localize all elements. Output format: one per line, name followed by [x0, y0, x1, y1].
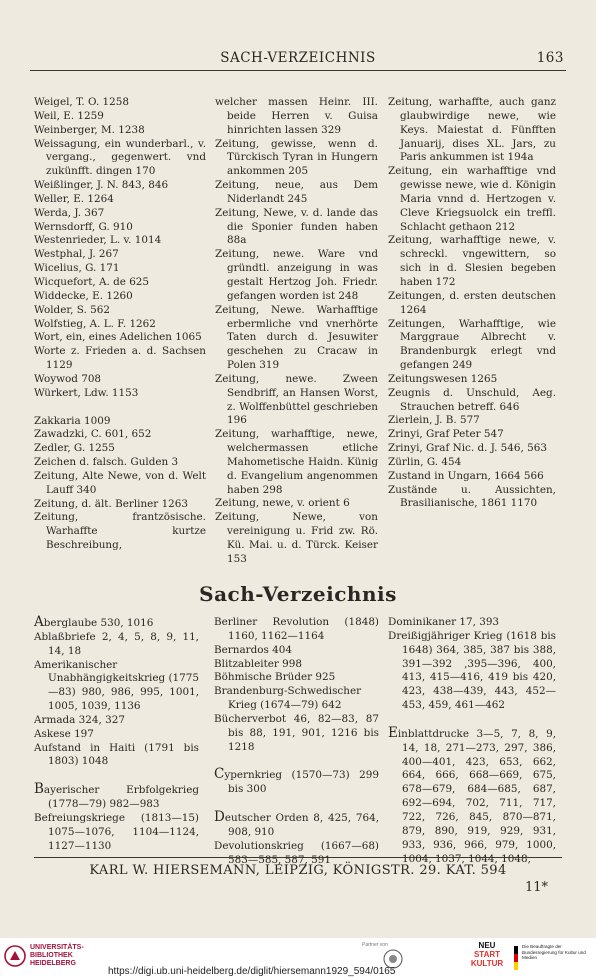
index-entry: Dominikaner 17, 393	[388, 616, 500, 628]
index-entry: Wicquefort, A. de 625	[34, 275, 150, 288]
index-entry: Westenrieder, L. v. 1014	[34, 234, 162, 247]
index-entry: Zeitung, newe, v. orient 6	[215, 497, 350, 510]
index-entry: Zustand in Ungarn, 1664 566	[388, 469, 544, 482]
index-entry: Zeitungswesen 1265	[388, 372, 498, 385]
index-entry: Zrinyi, Graf Peter 547	[388, 428, 504, 441]
index-entry: Zeitung, Newe, v. d. lande das die Sponier funden haben 88a	[215, 206, 378, 247]
index-entry: Zeitungen, d. ersten deutschen 1264	[388, 289, 556, 316]
index-entry: Zürlin, G. 454	[388, 455, 462, 468]
index-entry: Zeugnis d. Unschuld, Aeg. Strauchen betreff. 646	[388, 386, 556, 413]
section-heading: Sach-Verzeichnis	[199, 582, 397, 606]
index-entry: Zeitung, frantzösische. Warhaffte kurtze Beschreibung,	[34, 511, 206, 552]
university-seal-icon[interactable]	[4, 945, 26, 967]
index-entry: Würkert, Ldw. 1153	[34, 386, 139, 399]
index-entry: Zrinyi, Graf Nic. d. J. 546, 563	[388, 442, 547, 455]
index-entry: Wolder, S. 562	[34, 303, 110, 316]
footer-divider	[34, 857, 562, 858]
index-entry: Weinberger, M. 1238	[34, 123, 145, 136]
subject-column-1	[34, 616, 199, 854]
index-entry: Weil, E. 1259	[34, 109, 104, 122]
index-entry: Aberglaube 530, 1016	[34, 614, 154, 630]
index-entry: Zeitung, ein warhafftige vnd gewisse newe, wie d. Königin Maria vnnd d. Hertzogen v. Cleve Kriegsuolck ein treffl. Schlacht gethaon 212	[388, 165, 556, 233]
index-entry: Zeitung, Alte Newe, von d. Welt Lauff 340	[34, 469, 206, 496]
index-entry: Zeitung, warhafftige newe, v. schreckl. vngewittern, so sich in d. Slesien begeben haben 172	[388, 234, 556, 288]
viewer-footer-bar	[0, 938, 596, 980]
subject-column-3	[388, 616, 556, 866]
neustart-word-3: KULTUR	[470, 959, 504, 968]
index-entry: Berliner Revolution (1848) 1160, 1162—1164	[214, 616, 379, 642]
index-entry: Zeitung, d. ält. Berliner 1263	[34, 497, 189, 510]
index-entry: Zeitung, Newe. Warhafftige erbermliche vnd vnerhörte Taten durch d. Jesuwiter geschehen zu Cracaw in Polen 319	[215, 303, 378, 372]
index-entry: Askese 197	[34, 727, 94, 740]
index-entry: Ablaßbriefe 2, 4, 5, 8, 9, 11, 14, 18	[34, 630, 199, 657]
index-column-1	[34, 96, 206, 553]
index-entry: Zeitung, Newe, von vereinigung u. Frid zw. Rö. Kü. Mai. u. d. Türck. Keiser 153	[215, 511, 378, 565]
index-entry: Wolfstieg, A. L. F. 1262	[34, 317, 156, 330]
index-entry: Amerikanischer Unabhängigkeitskrieg (1775—83) 980, 986, 995, 1001, 1005, 1039, 1136	[34, 658, 199, 713]
index-entry: welcher massen Heinr. III. beide Herren v. Guisa hinrichten lassen 329	[215, 96, 378, 136]
index-entry: Blitzableiter 998	[214, 657, 303, 670]
index-entry: Zustände u. Aussichten, Brasilianische, 1861 1170	[388, 483, 556, 510]
running-header	[30, 46, 566, 71]
neustart-word-2: START	[473, 950, 501, 959]
index-entry: Armada 324, 327	[34, 713, 125, 726]
index-entry: Zierlein, J. B. 577	[388, 414, 480, 427]
index-entry: Weissagung, ein wunderbarl., v. vergang., gegenwert. vnd zukünfft. dingen 170	[34, 137, 206, 178]
library-name[interactable]: UNIVERSITÄTS- BIBLIOTHEK HEIDELBERG	[30, 944, 84, 967]
index-entry: Zeitung, newe. Ware vnd gründtl. anzeigung in was gestalt Hertzog Joh. Friedr. gefangen worden ist 248	[215, 248, 378, 302]
partner-logo-icon[interactable]	[382, 948, 404, 970]
signature-mark: 11*	[524, 880, 548, 895]
page-number: 163	[536, 50, 564, 66]
subject-column-2	[214, 616, 379, 868]
index-entry: Brandenburg-Schwedischer Krieg (1674—79) 642	[214, 685, 362, 712]
index-entry: Befreiungskriege (1813—15) 1075—1076, 1104—1124, 1127—1130	[34, 811, 199, 852]
index-entry: Zeitungen, Warhafftige, wie Marggraue Albrecht v. Brandenburgk erlegt vnd gefangen 249	[388, 317, 556, 372]
index-entry: Wicelius, G. 171	[34, 262, 120, 275]
index-entry: Zeichen d. falsch. Gulden 3	[34, 456, 179, 469]
header-title: SACH-VERZEICHNIS	[220, 50, 376, 66]
index-entry: Widdecke, E. 1260	[34, 289, 133, 302]
partner-label: Partner von	[362, 942, 388, 948]
index-entry: Zeitung, gewisse, wenn d. Türckisch Tyran in Hungern ankommen 205	[215, 137, 378, 178]
index-entry: Wort, ein, eines Adelichen 1065	[34, 331, 202, 344]
index-entry: Zedler, G. 1255	[34, 442, 115, 455]
index-entry: Werda, J. 367	[34, 206, 105, 219]
neustart-word-1: NEU	[478, 941, 496, 950]
index-entry: Deutscher Orden 8, 425, 764, 908, 910	[214, 809, 379, 838]
index-entry: Zakkaria 1009	[34, 414, 111, 427]
index-entry: Zeitung, newe. Zween Sendbriff, an Hansen Worst, z. Wolffenbüttel geschrieben 196	[215, 372, 378, 427]
index-entry: Dreißigjähriger Krieg (1618 bis 1648) 364, 385, 387 bis 388, 391—392 ,395—396, 400, 413, 415—416, 419 bis 420, 423, 438—439, 443, 452—453, 459, 461—462	[388, 629, 556, 712]
index-entry: Zeitung, warhaffte, auch ganz glaubwirdige newe, wie Keys. Maiestat d. Fünfften Januarij, dises XL. Jars, zu Paris ankummen ist 194a	[388, 96, 556, 164]
index-entry: Bernardos 404	[214, 643, 292, 656]
german-flag-icon	[514, 946, 518, 970]
index-entry: Böhmische Brüder 925	[214, 671, 336, 684]
index-entry: Westphal, J. 267	[34, 248, 119, 261]
index-entry: Cypernkrieg (1570—73) 299 bis 300	[214, 766, 379, 796]
page-url[interactable]: https://digi.ub.uni-heidelberg.de/diglit/hiersemann1929_594/0165	[108, 966, 396, 977]
bkm-label[interactable]: Die Beauftragte der Bundesregierung für Kultur und Medien	[522, 944, 586, 960]
index-entry: Zeitung, warhafftige, newe, welchermassen etliche Mahometische Haidn. Künig d. Evangelium angenommen haben 298	[215, 428, 378, 496]
neustart-kultur-logo[interactable]	[470, 941, 504, 968]
index-column-3	[388, 96, 556, 511]
index-entry: Weigel, T. O. 1258	[34, 96, 129, 108]
index-entry: Einblattdrucke 3—5, 7, 8, 9, 14, 18, 271—273, 297, 386, 400—401, 423, 653, 662, 664, 666, 668—669, 675, 678—679, 684—685, 687, 692—694, 702, 711, 717, 722, 726, 845, 870—871, 879, 890, 919, 929, 931, 933, 936, 966, 979, 1000, 1004, 1037, 1044, 1048,	[388, 724, 556, 865]
index-entry: Worte z. Frieden a. d. Sachsen 1129	[34, 345, 206, 372]
index-entry: Bücherverbot 46, 82—83, 87 bis 88, 191, 901, 1216 bis 1218	[214, 712, 379, 753]
index-entry: Aufstand in Haiti (1791 bis 1803) 1048	[34, 741, 199, 768]
index-entry: Zeitung, neue, aus Dem Niderlandt 245	[215, 179, 378, 205]
index-entry: Devolutionskrieg (1667—68) 583—585, 587, 591	[214, 839, 379, 866]
index-entry: Bayerischer Erbfolgekrieg (1778—79) 982—983	[34, 781, 199, 811]
index-column-2	[215, 96, 378, 567]
index-entry: Woywod 708	[34, 372, 102, 385]
index-entry: Weißlinger, J. N. 843, 846	[34, 179, 169, 192]
publisher-line: KARL W. HIERSEMANN, LEIPZIG, KÖNIGSTR. 29. KAT. 594	[89, 863, 507, 878]
index-entry: Weller, E. 1264	[34, 192, 114, 205]
index-entry: Wernsdorff, G. 910	[34, 220, 133, 233]
index-entry: Zawadzki, C. 601, 652	[34, 428, 152, 441]
